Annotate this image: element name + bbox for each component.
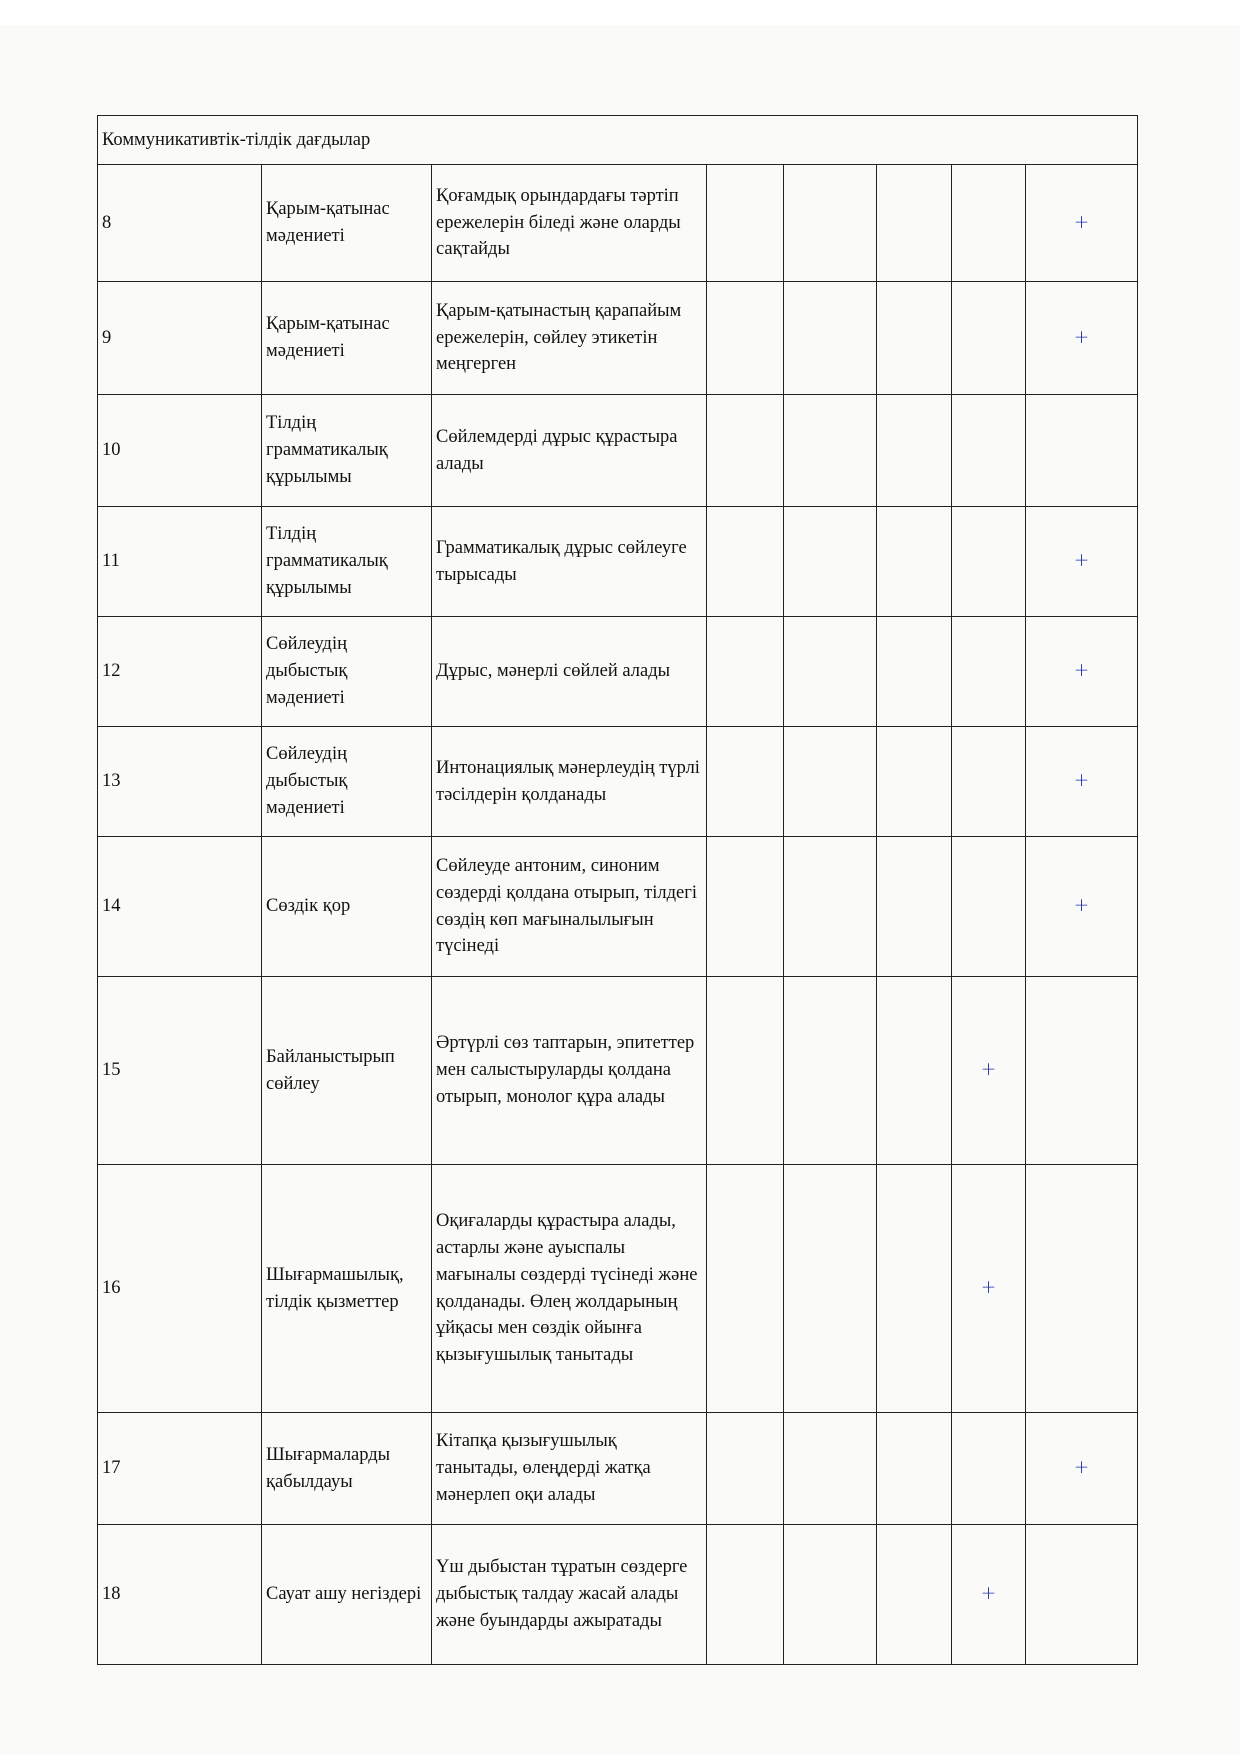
skill-description: Грамматикалық дұрыс сөйлеуге тырысады <box>432 507 707 617</box>
skill-area: Тілдің грамматикалық құрылымы <box>262 395 432 507</box>
table-row <box>98 617 1138 727</box>
table-row <box>98 1165 1138 1413</box>
score-cell <box>877 727 952 837</box>
score-cell <box>707 395 784 507</box>
score-cell-marked: + <box>952 977 1026 1165</box>
score-cell <box>784 727 877 837</box>
table-row <box>98 977 1138 1165</box>
skill-area: Сауат ашу негіздері <box>262 1525 432 1665</box>
skill-area: Сөйлеудің дыбыстық мәдениеті <box>262 727 432 837</box>
score-cell <box>952 395 1026 507</box>
score-cell <box>877 1525 952 1665</box>
row-number: 8 <box>98 165 262 282</box>
score-cell <box>952 727 1026 837</box>
score-cell-marked: + <box>1026 165 1138 282</box>
score-cell <box>952 165 1026 282</box>
row-number: 15 <box>98 977 262 1165</box>
score-cell <box>784 282 877 395</box>
skill-description: Сөйлемдерді дұрыс құрастыра алады <box>432 395 707 507</box>
score-cell <box>707 617 784 727</box>
score-cell <box>952 1413 1026 1525</box>
skill-description: Дұрыс, мәнерлі сөйлей алады <box>432 617 707 727</box>
row-number: 14 <box>98 837 262 977</box>
score-cell <box>877 507 952 617</box>
section-title: Коммуникативтік-тілдік дағдылар <box>98 116 1138 165</box>
skill-description: Кітапқа қызығушылық танытады, өлеңдерді жатқа мәнерлеп оқи алады <box>432 1413 707 1525</box>
score-cell <box>707 837 784 977</box>
score-cell-marked: + <box>1026 282 1138 395</box>
score-cell <box>784 1413 877 1525</box>
skill-description: Үш дыбыстан тұратын сөздерге дыбыстық талдау жасай алады және буындарды ажыратады <box>432 1525 707 1665</box>
score-cell <box>877 617 952 727</box>
table-row <box>98 395 1138 507</box>
score-cell <box>1026 1525 1138 1665</box>
score-cell <box>877 1165 952 1413</box>
score-cell-marked: + <box>1026 507 1138 617</box>
skill-description: Қоғамдық орындардағы тәртіп ережелерін біледі және оларды сақтайды <box>432 165 707 282</box>
score-cell <box>784 395 877 507</box>
skill-area: Сөздік қор <box>262 837 432 977</box>
skill-area: Шығармаларды қабылдауы <box>262 1413 432 1525</box>
score-cell <box>1026 977 1138 1165</box>
row-number: 10 <box>98 395 262 507</box>
row-number: 17 <box>98 1413 262 1525</box>
score-cell <box>877 837 952 977</box>
score-cell <box>707 165 784 282</box>
skill-description: Интонациялық мәнерлеудің түрлі тәсілдерін қолданады <box>432 727 707 837</box>
table-row <box>98 727 1138 837</box>
score-cell <box>707 977 784 1165</box>
score-cell-marked: + <box>952 1165 1026 1413</box>
score-cell <box>707 1165 784 1413</box>
score-cell <box>707 1413 784 1525</box>
scan-margin <box>0 0 1240 25</box>
score-cell <box>707 1525 784 1665</box>
row-number: 12 <box>98 617 262 727</box>
assessment-table <box>97 115 1138 1665</box>
table-row <box>98 282 1138 395</box>
skill-description: Әртүрлі сөз таптарын, эпитеттер мен салыстыруларды қолдана отырып, монолог құра алады <box>432 977 707 1165</box>
table-row <box>98 507 1138 617</box>
score-cell-marked: + <box>1026 617 1138 727</box>
row-number: 18 <box>98 1525 262 1665</box>
score-cell-marked: + <box>1026 1413 1138 1525</box>
score-cell <box>784 507 877 617</box>
skill-area: Сөйлеудің дыбыстық мәдениеті <box>262 617 432 727</box>
score-cell <box>1026 1165 1138 1413</box>
score-cell <box>952 617 1026 727</box>
skill-area: Шығармашылық, тілдік қызметтер <box>262 1165 432 1413</box>
row-number: 11 <box>98 507 262 617</box>
score-cell <box>784 1525 877 1665</box>
score-cell <box>877 165 952 282</box>
score-cell <box>952 837 1026 977</box>
row-number: 9 <box>98 282 262 395</box>
skill-description: Сөйлеуде антоним, синоним сөздерді қолдана отырып, тілдегі сөздің көп мағыналылығын түсінеді <box>432 837 707 977</box>
score-cell <box>877 282 952 395</box>
row-number: 13 <box>98 727 262 837</box>
skill-area: Тілдің грамматикалық құрылымы <box>262 507 432 617</box>
score-cell <box>707 727 784 837</box>
score-cell-marked: + <box>1026 837 1138 977</box>
score-cell <box>877 977 952 1165</box>
score-cell <box>784 977 877 1165</box>
table-row <box>98 165 1138 282</box>
score-cell <box>877 1413 952 1525</box>
table-row <box>98 837 1138 977</box>
score-cell-marked: + <box>952 1525 1026 1665</box>
score-cell <box>1026 395 1138 507</box>
score-cell <box>952 507 1026 617</box>
score-cell <box>784 617 877 727</box>
score-cell <box>784 165 877 282</box>
table-row <box>98 1413 1138 1525</box>
table-row <box>98 1525 1138 1665</box>
section-header-row <box>98 116 1138 165</box>
skill-description: Оқиғаларды құрастыра алады, астарлы және ауыспалы мағыналы сөздерді түсінеді және қолданады. Өлең жолдарының ұйқасы мен сөздік ойынға қызығушылық танытады <box>432 1165 707 1413</box>
skill-description: Қарым-қатынастың қарапайым ережелерін, сөйлеу этикетін меңгерген <box>432 282 707 395</box>
score-cell <box>877 395 952 507</box>
score-cell <box>784 837 877 977</box>
score-cell <box>707 282 784 395</box>
score-cell <box>784 1165 877 1413</box>
skill-area: Қарым-қатынас мәдениеті <box>262 282 432 395</box>
score-cell <box>707 507 784 617</box>
score-cell <box>952 282 1026 395</box>
score-cell-marked: + <box>1026 727 1138 837</box>
skill-area: Қарым-қатынас мәдениеті <box>262 165 432 282</box>
document-page <box>0 25 1240 1755</box>
skill-area: Байланыстырып сөйлеу <box>262 977 432 1165</box>
row-number: 16 <box>98 1165 262 1413</box>
